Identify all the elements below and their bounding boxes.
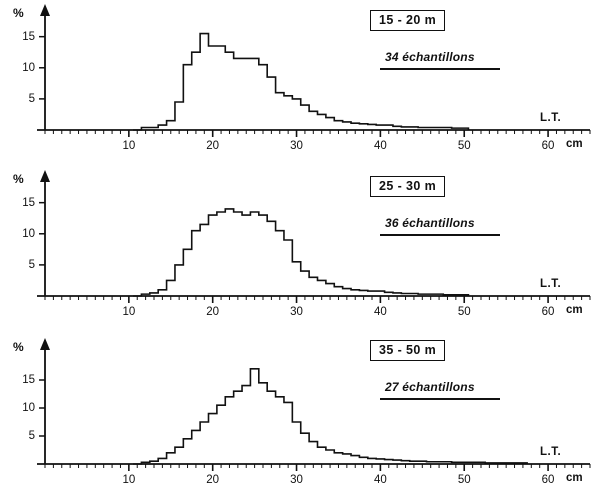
x-tick-label: 50 [457, 306, 471, 318]
x-tick-label: 20 [206, 474, 220, 486]
y-tick-label: 10 [22, 402, 35, 414]
x-tick-label: 30 [290, 140, 303, 152]
y-tick-label: 15 [22, 374, 35, 386]
x-tick-label: 20 [206, 140, 220, 152]
x-tick-label: 40 [373, 474, 387, 486]
x-tick-label: 30 [290, 474, 303, 486]
x-tick-label: 60 [541, 140, 555, 152]
x-axis-unit-label: cm [566, 138, 583, 150]
y-axis-arrow [40, 338, 50, 350]
histogram-panel [0, 332, 600, 498]
y-axis-unit-label: % [13, 172, 24, 186]
x-tick-label: 60 [541, 306, 555, 318]
y-axis-arrow [40, 4, 50, 16]
sample-count-underline [380, 68, 500, 70]
x-axis-name: L.T. [540, 278, 562, 290]
x-axis-name: L.T. [540, 446, 562, 458]
x-tick-label: 60 [541, 474, 555, 486]
y-tick-label: 10 [22, 227, 35, 240]
y-axis-unit-label: % [13, 340, 24, 354]
sample-count-label: 27 échantillons [385, 380, 475, 394]
y-tick-label: 5 [28, 430, 35, 442]
y-tick-label: 15 [22, 30, 35, 43]
x-tick-label: 10 [122, 474, 136, 486]
x-tick-label: 10 [122, 306, 136, 318]
x-tick-label: 50 [457, 474, 471, 486]
x-tick-label: 10 [122, 140, 136, 152]
depth-range-label: 25 - 30 m [370, 176, 445, 197]
depth-range-label: 15 - 20 m [370, 10, 445, 31]
x-axis-name: L.T. [540, 112, 562, 124]
x-axis-unit-label: cm [566, 304, 583, 316]
depth-range-label: 35 - 50 m [370, 340, 445, 361]
x-tick-label: 30 [290, 306, 303, 318]
x-tick-label: 50 [457, 140, 471, 152]
x-tick-label: 40 [373, 306, 387, 318]
x-tick-label: 40 [373, 140, 387, 152]
y-axis-unit-label: % [13, 6, 24, 20]
x-axis-unit-label: cm [566, 472, 583, 484]
y-tick-label: 15 [22, 196, 35, 209]
histogram-panel [0, 166, 600, 332]
sample-count-label: 34 échantillons [385, 50, 475, 64]
y-tick-label: 10 [22, 61, 35, 74]
sample-count-underline [380, 398, 500, 400]
y-axis-arrow [40, 170, 50, 182]
histogram-step-curve [133, 34, 468, 130]
y-tick-label: 5 [28, 92, 35, 105]
histogram-panel [0, 0, 600, 166]
y-tick-label: 5 [28, 258, 35, 271]
sample-count-label: 36 échantillons [385, 216, 475, 230]
sample-count-underline [380, 234, 500, 236]
x-tick-label: 20 [206, 306, 220, 318]
